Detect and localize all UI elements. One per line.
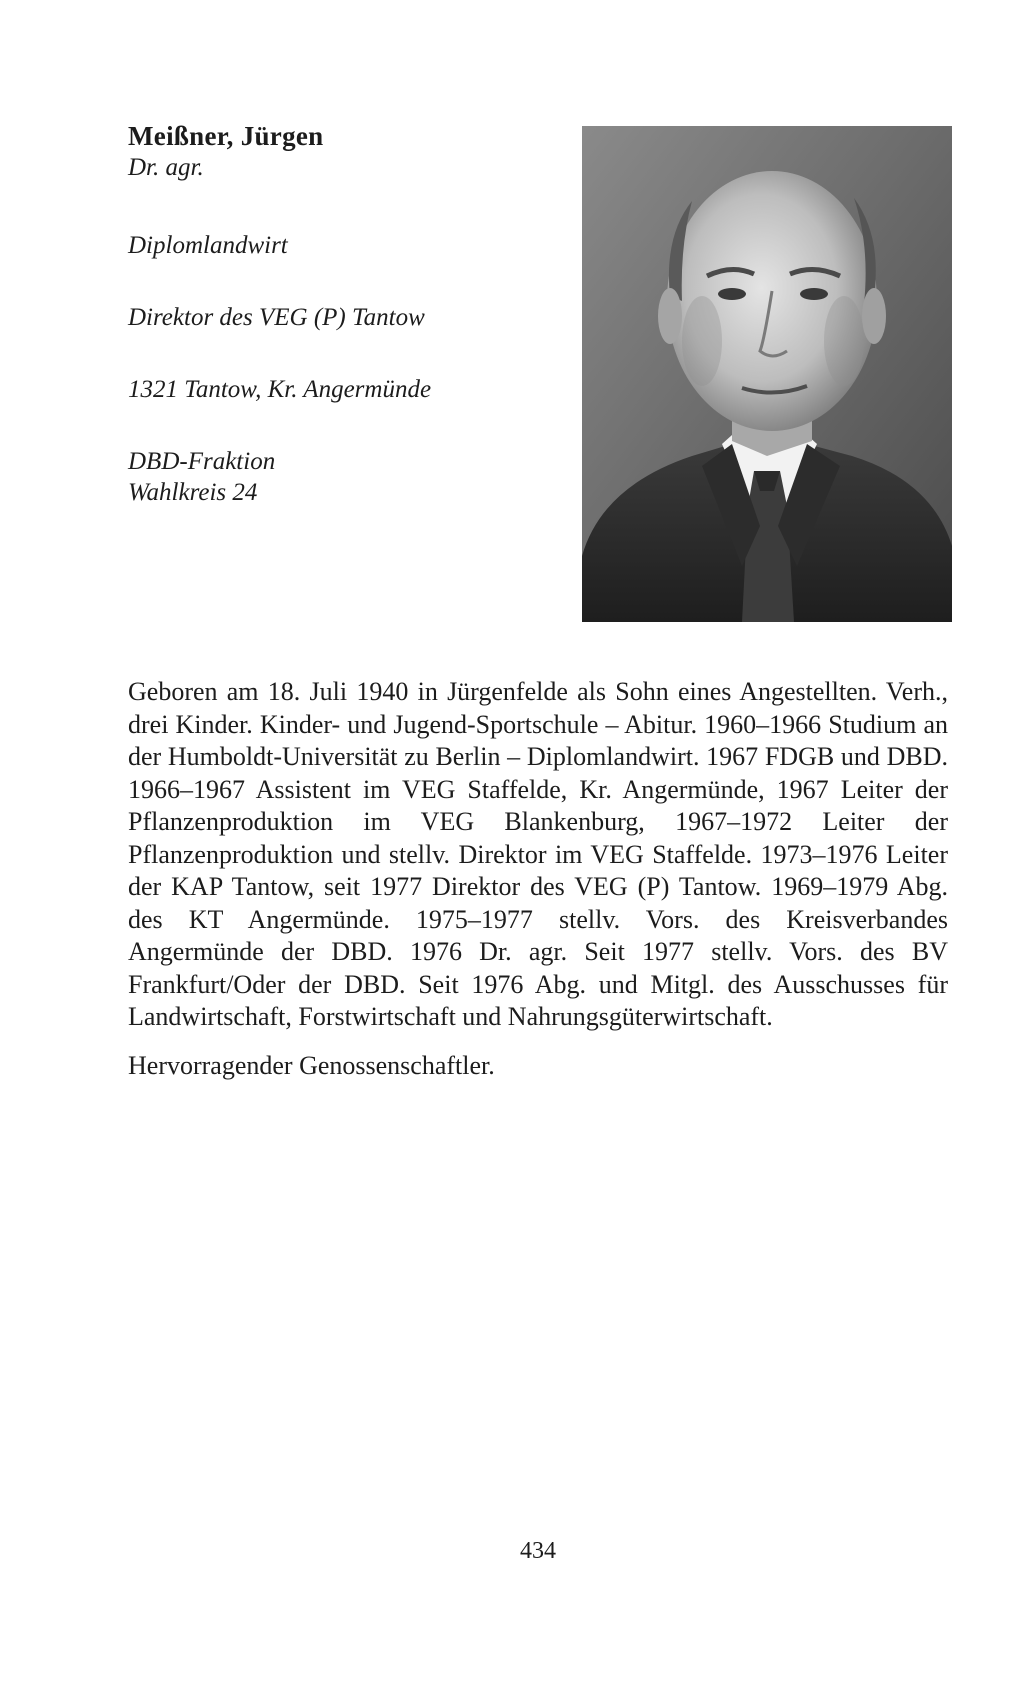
faction: DBD-Fraktion bbox=[128, 448, 276, 475]
page-number: 434 bbox=[520, 1538, 556, 1564]
person-name: Meißner, Jürgen bbox=[128, 121, 324, 151]
entry-header bbox=[128, 120, 568, 506]
portrait-photo bbox=[582, 126, 952, 622]
electoral-district: Wahlkreis 24 bbox=[128, 479, 258, 506]
position: Direktor des VEG (P) Tantow bbox=[128, 304, 425, 331]
profession: Diplomlandwirt bbox=[128, 232, 288, 259]
address: 1321 Tantow, Kr. Angermünde bbox=[128, 376, 432, 403]
distinction: Hervorragender Genossenschaftler. bbox=[128, 1051, 495, 1080]
biography bbox=[128, 676, 948, 1034]
academic-title: Dr. agr. bbox=[128, 154, 204, 181]
biography-text: Geboren am 18. Juli 1940 in Jürgenfelde als Sohn eines Angestellten. Verh., drei Kinder. Kinder- und Jugend-Sportschule – Abitur. 1960–1966 Studium an der Humboldt-Universität zu Berlin – Diplomlandwirt. 1967 FDGB und DBD. 1966–1967 Assistent im VEG Staffelde, Kr. Angermünde, 1967 Leiter der Pflanzenproduktion im VEG Blankenburg, 1967–1972 Leiter der Pflanzenproduktion und stellv. Direktor im VEG Staffelde. 1973–1976 Leiter der KAP Tantow, seit 1977 Direktor des VEG (P) Tantow. 1969–1979 Abg. des KT Angermünde. 1975–1977 stellv. Vors. des Kreisverbandes Angermünde der DBD. 1976 Dr. agr. Seit 1977 stellv. Vors. des BV Frankfurt/Oder der DBD. Seit 1976 Abg. und Mitgl. des Ausschusses für Landwirtschaft, Forstwirtschaft und Nahrungsgüterwirtschaft. bbox=[128, 677, 948, 1031]
